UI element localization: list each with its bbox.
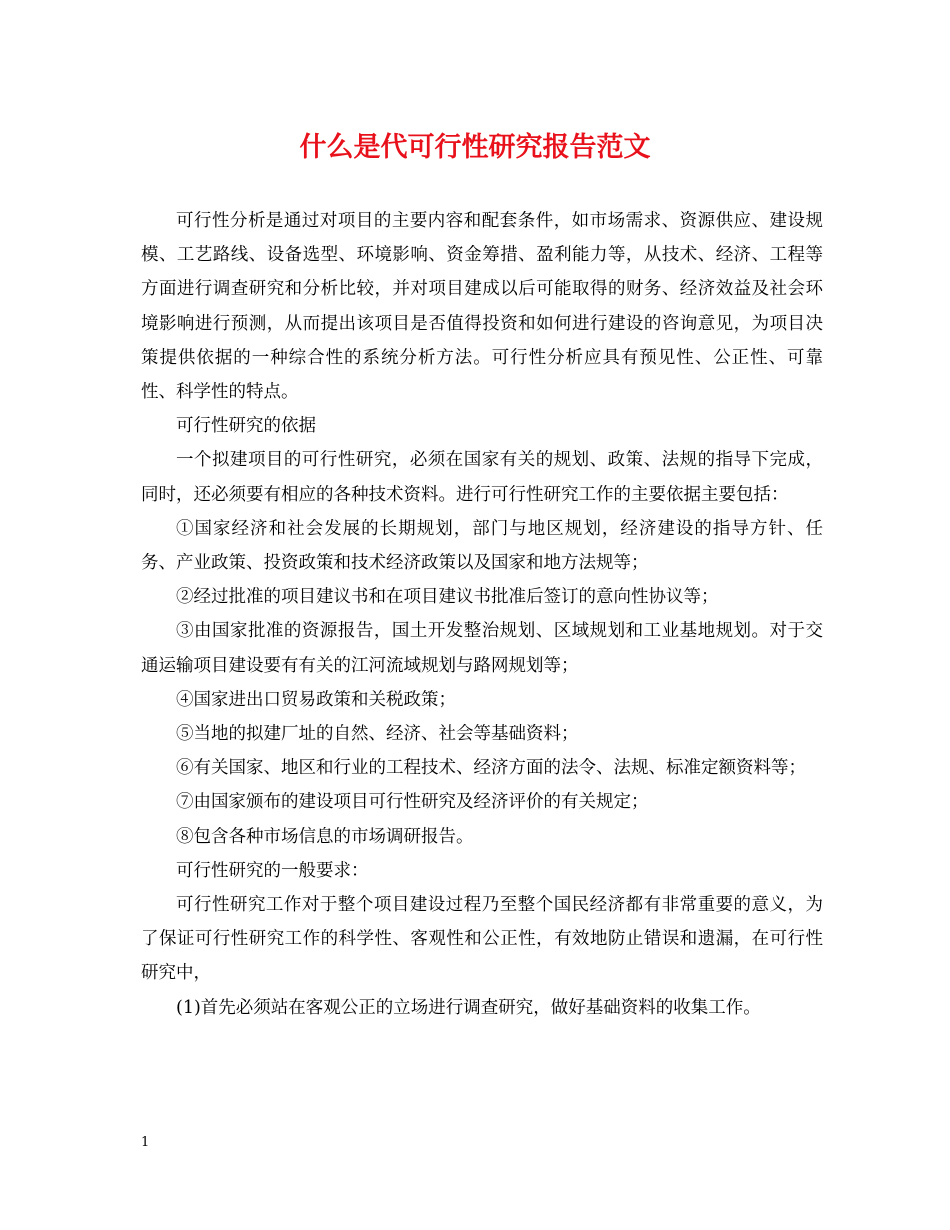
- list-item-basis-6: ⑥有关国家、地区和行业的工程技术、经济方面的法令、法规、标准定额资料等；: [176, 758, 806, 779]
- list-item-basis-3: ③由国家批准的资源报告，国土开发整治规划、区域规划和工业基地规划。对于交通运输项目建设要有有关的江河流域规划与路网规划等；: [141, 621, 823, 676]
- heading-general-requirements: 可行性研究的一般要求：: [176, 860, 369, 881]
- paragraph-requirements-intro: 可行性研究工作对于整个项目建设过程乃至整个国民经济都有非常重要的意义，为了保证可行性研究工作的科学性、客观性和公正性，有效地防止错误和遗漏，在可行性研究中，: [141, 895, 823, 984]
- paragraph-feasibility-definition: 可行性分析是通过对项目的主要内容和配套条件，如市场需求、资源供应、建设规模、工艺路线、设备选型、环境影响、资金筹措、盈利能力等，从技术、经济、工程等方面进行调查研究和分析比较，并对项目建成以后可能取得的财务、经济效益及社会环境影响进行预测，从而提出该项目是否值得投资和如何进行建设的咨询意见，为项目决策提供依据的一种综合性的系统分析方法。可行性分析应具有预见性、公正性、可靠性、科学性的特点。: [141, 211, 823, 403]
- list-item-basis-1: ①国家经济和社会发展的长期规划，部门与地区规划，经济建设的指导方针、任务、产业政策、投资政策和技术经济政策以及国家和地方法规等；: [141, 518, 823, 574]
- page-number: 1: [141, 1135, 150, 1150]
- list-item-basis-5: ⑤当地的拟建厂址的自然、经济、社会等基础资料；: [176, 724, 579, 745]
- document-body: [141, 204, 823, 1025]
- heading-feasibility-basis: 可行性研究的依据: [176, 416, 316, 437]
- document-title: 什么是代可行性研究报告范文: [299, 132, 651, 163]
- list-item-basis-7: ⑦由国家颁布的建设项目可行性研究及经济评价的有关规定；: [176, 792, 649, 813]
- list-item-requirement-1: (1)首先必须站在客观公正的立场进行调查研究，做好基础资料的收集工作。: [176, 997, 761, 1018]
- paragraph-basis-intro: 一个拟建项目的可行性研究，必须在国家有关的规划、政策、法规的指导下完成，同时，还必须要有相应的各种技术资料。进行可行性研究工作的主要依据主要包括：: [141, 450, 823, 505]
- list-item-basis-4: ④国家进出口贸易政策和关税政策；: [176, 689, 456, 710]
- list-item-basis-2: ②经过批准的项目建议书和在项目建议书批准后签订的意向性协议等；: [176, 587, 719, 608]
- list-item-basis-8: ⑧包含各种市场信息的市场调研报告。: [176, 826, 474, 847]
